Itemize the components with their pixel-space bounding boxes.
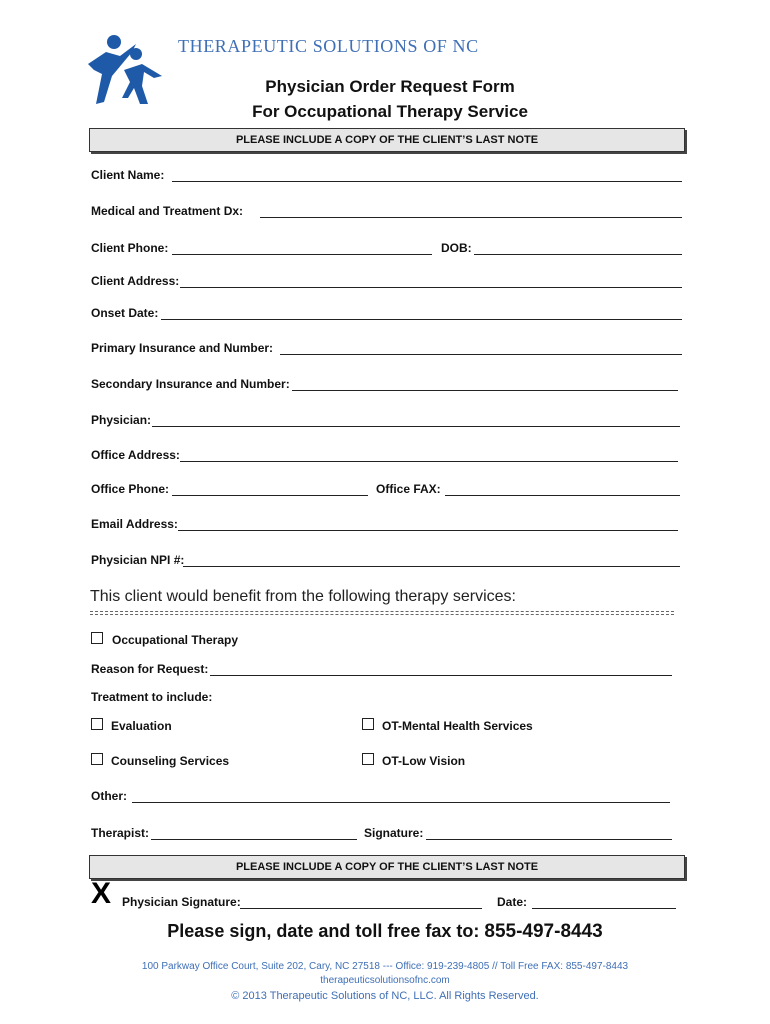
ot-low-vision-label: OT-Low Vision xyxy=(382,754,466,768)
form-subtitle: For Occupational Therapy Service xyxy=(252,102,528,121)
therapist-input[interactable] xyxy=(151,839,357,840)
office-phone-label: Office Phone: xyxy=(91,482,170,496)
date-input[interactable] xyxy=(532,908,676,909)
secondary-insurance-input[interactable] xyxy=(292,390,678,391)
footer-copyright: © 2013 Therapeutic Solutions of NC, LLC. All Rights Reserved. xyxy=(231,990,539,1002)
ot-mental-health-checkbox[interactable] xyxy=(362,718,374,730)
dob-label: DOB: xyxy=(441,241,472,255)
counseling-label: Counseling Services xyxy=(111,754,230,768)
footer-address: 100 Parkway Office Court, Suite 202, Cary, NC 27518 --- Office: 919-239-4805 // Toll Free FAX: 855-497-8443 xyxy=(141,961,629,972)
date-label: Date: xyxy=(497,895,528,909)
client-address-label: Client Address: xyxy=(91,274,180,288)
medical-dx-label: Medical and Treatment Dx: xyxy=(91,204,244,218)
signature-label: Signature: xyxy=(364,826,424,840)
sign-here-mark: X xyxy=(91,877,112,910)
office-phone-input[interactable] xyxy=(172,495,368,496)
other-input[interactable] xyxy=(132,802,670,803)
primary-insurance-label: Primary Insurance and Number: xyxy=(91,341,274,355)
office-fax-input[interactable] xyxy=(445,495,680,496)
npi-input[interactable] xyxy=(183,566,680,567)
organization-name: THERAPEUTIC SOLUTIONS OF NC xyxy=(178,36,479,56)
client-name-input[interactable] xyxy=(172,181,682,182)
office-fax-label: Office FAX: xyxy=(376,482,441,496)
therapist-label: Therapist: xyxy=(91,826,150,840)
reason-label: Reason for Request: xyxy=(91,662,209,676)
secondary-insurance-label: Secondary Insurance and Number: xyxy=(91,377,290,391)
onset-date-label: Onset Date: xyxy=(91,306,159,320)
email-input[interactable] xyxy=(178,530,678,531)
npi-label: Physician NPI #: xyxy=(91,553,185,567)
office-address-input[interactable] xyxy=(180,461,678,462)
evaluation-checkbox[interactable] xyxy=(91,718,103,730)
footer-website: therapeuticsolutionsofnc.com xyxy=(320,975,450,986)
email-label: Email Address: xyxy=(91,517,178,531)
services-heading: This client would benefit from the following therapy services: xyxy=(90,588,516,605)
fax-number: 855-497-8443 xyxy=(484,921,603,942)
counseling-checkbox[interactable] xyxy=(91,753,103,765)
ot-low-vision-checkbox[interactable] xyxy=(362,753,374,765)
onset-date-input[interactable] xyxy=(161,319,682,320)
primary-insurance-input[interactable] xyxy=(280,354,682,355)
office-address-label: Office Address: xyxy=(91,448,180,462)
signature-input[interactable] xyxy=(426,839,672,840)
form-title: Physician Order Request Form xyxy=(265,77,515,96)
medical-dx-input[interactable] xyxy=(260,217,682,218)
treatment-include-label: Treatment to include: xyxy=(91,690,213,704)
evaluation-label: Evaluation xyxy=(111,719,172,733)
other-label: Other: xyxy=(91,789,127,803)
physician-signature-label: Physician Signature: xyxy=(122,895,241,909)
client-name-label: Client Name: xyxy=(91,168,165,182)
physician-signature-input[interactable] xyxy=(240,908,482,909)
bottom-note-box: PLEASE INCLUDE A COPY OF THE CLIENT’S LAST NOTE xyxy=(89,855,685,879)
client-address-input[interactable] xyxy=(180,287,682,288)
physician-input[interactable] xyxy=(152,426,680,427)
reason-input[interactable] xyxy=(210,675,672,676)
double-divider xyxy=(90,611,674,615)
ot-mental-health-label: OT-Mental Health Services xyxy=(382,719,533,733)
client-phone-label: Client Phone: xyxy=(91,241,169,255)
fax-instructions xyxy=(0,921,770,943)
fax-instructions-text: Please sign, date and toll free fax to: xyxy=(167,921,480,941)
occupational-therapy-label: Occupational Therapy xyxy=(112,633,239,647)
top-note-box: PLEASE INCLUDE A COPY OF THE CLIENT’S LAST NOTE xyxy=(89,128,685,152)
occupational-therapy-checkbox[interactable] xyxy=(91,632,103,644)
physician-label: Physician: xyxy=(91,413,152,427)
client-phone-input[interactable] xyxy=(172,254,432,255)
dob-input[interactable] xyxy=(474,254,682,255)
